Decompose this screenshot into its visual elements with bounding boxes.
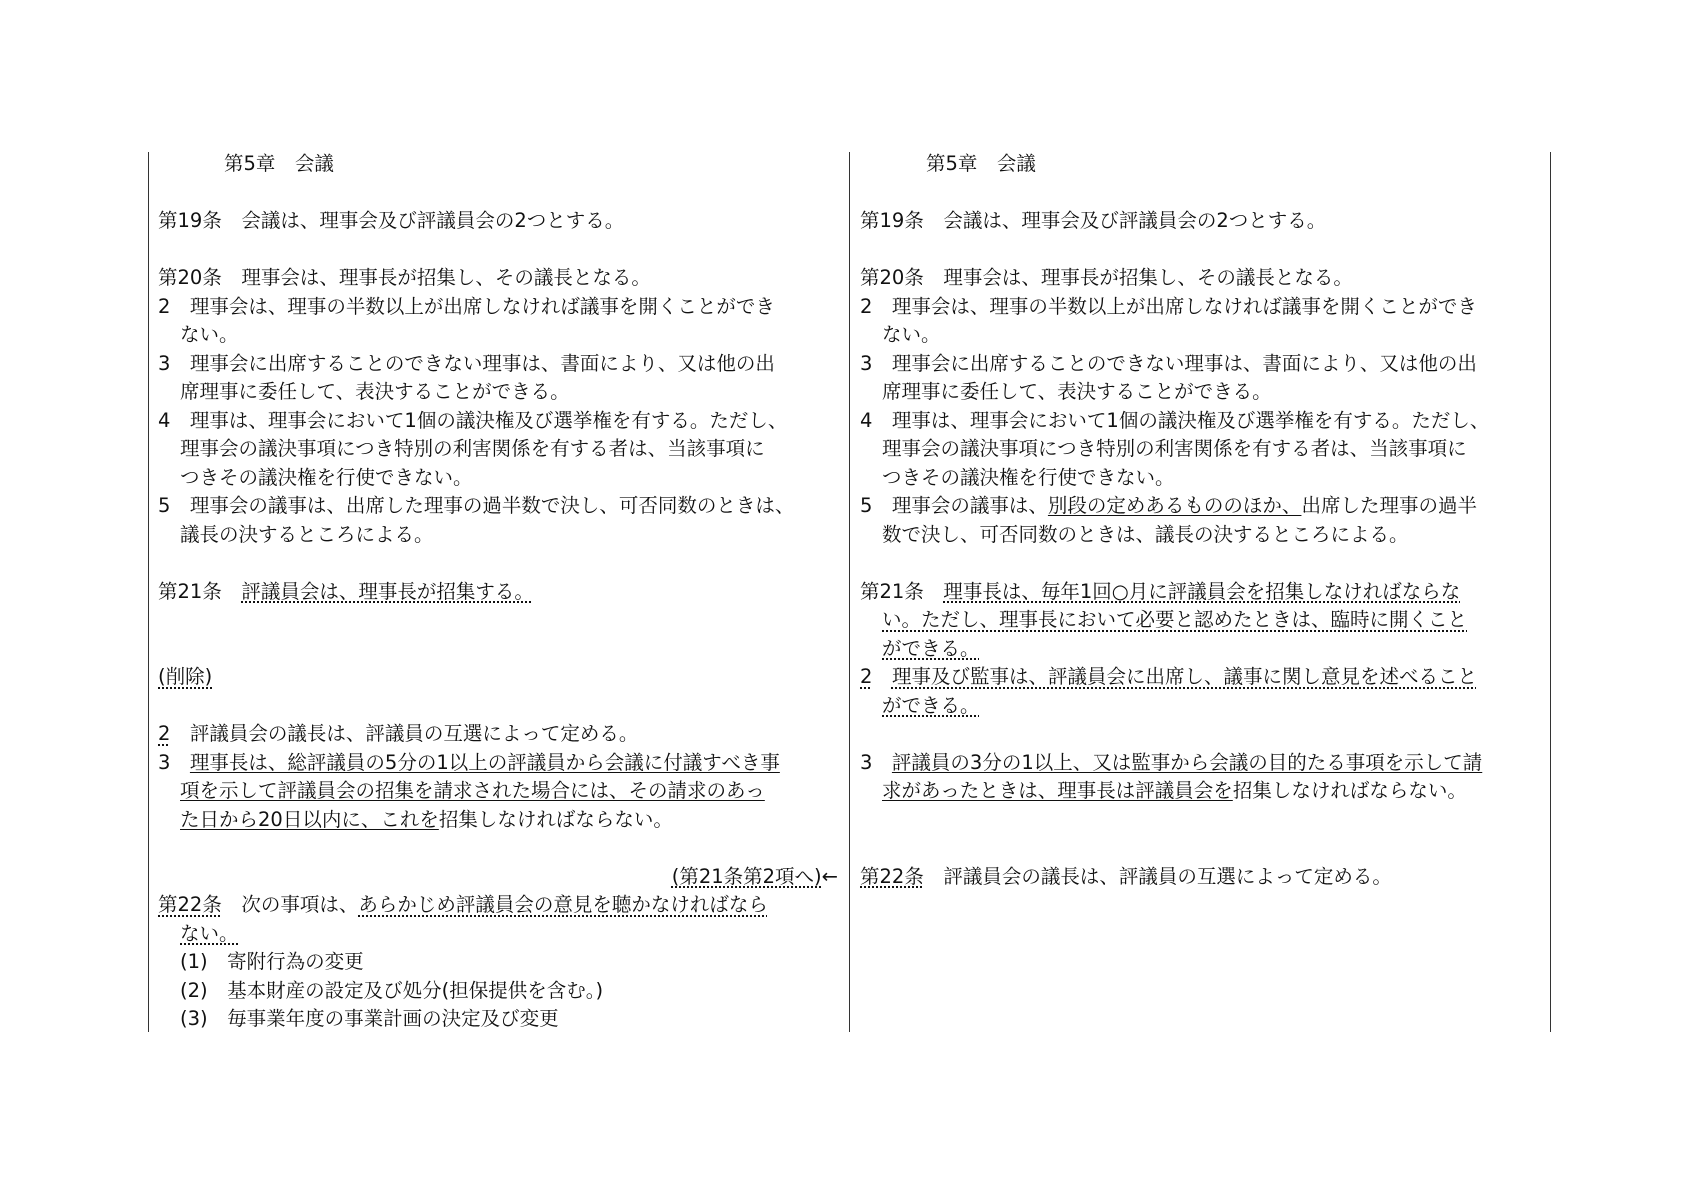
right-border-line xyxy=(1550,152,1551,1032)
article-20-para-3: 3 理事会に出席することのできない理事は、書面により、又は他の出 xyxy=(860,351,1477,375)
article-20-para-4-cont: つきその議決権を行使できない。 xyxy=(882,465,1175,489)
article-20: 第20条 理事会は、理事長が招集し、その議長となる。 xyxy=(860,266,1353,289)
article-21-para-2: 2 評議員会の議長は、評議員の互選によって定める。 xyxy=(158,722,639,745)
article-21-para-3-cont: 求があったときは、理事長は評議員会を招集しなければならない。 xyxy=(882,779,1467,802)
changed-text: (削除) xyxy=(158,665,213,688)
changed-text: あらかじめ評議員会の意見を聴かなければなら xyxy=(358,893,768,916)
changed-text: ない。 xyxy=(180,921,239,945)
article-20-para-4: 4 理事は、理事会において1個の議決権及び選挙権を有する。ただし、 xyxy=(860,408,1490,432)
article-21-para-2-cont xyxy=(860,692,1540,721)
article-21 xyxy=(860,578,1540,607)
changed-text: 第22条 xyxy=(860,864,924,888)
chapter-heading: 第5章 会議 xyxy=(926,152,1036,175)
list-item: (1) 寄附行為の変更 xyxy=(180,950,364,973)
article-22-cont xyxy=(158,920,838,949)
article-20-para-2-cont: ない。 xyxy=(180,323,239,346)
chapter-heading: 第5章 会議 xyxy=(224,152,334,175)
changed-text: ができる。 xyxy=(882,693,980,717)
changed-text: 評議員の3分の1以上、又は監事から会議の目的たる事項を示して請 xyxy=(891,750,1483,774)
changed-text: 求があったときは、理事長は評議員会を xyxy=(882,779,1233,802)
article-21-cont xyxy=(860,635,1540,664)
changed-text: 第22条 xyxy=(158,893,222,916)
article-21-para-3: 3 理事長は、総評議員の5分の1以上の評議員から会議に付議すべき事 xyxy=(158,750,780,774)
article-20-para-2: 2 理事会は、理事の半数以上が出席しなければ議事を開くことができ xyxy=(158,294,775,318)
article-21-para-3-cont: た日から20日以内に、これを招集しなければならない。 xyxy=(180,807,673,831)
article-21-cont xyxy=(860,606,1540,635)
changed-text: 別段の定めあるもののほか、 xyxy=(1047,494,1302,517)
article-20-para-3-cont: 席理事に委任して、表決することができる。 xyxy=(882,380,1272,403)
article-21 xyxy=(158,578,838,607)
list-item: (2) 基本財産の設定及び処分(担保提供を含む。) xyxy=(180,978,604,1002)
article-20-para-5-cont: 議長の決するところによる。 xyxy=(180,522,434,546)
article-20-para-5: 5 理事会の議事は、別段の定めあるもののほか、出席した理事の過半 xyxy=(860,494,1477,517)
article-22: 第22条 次の事項は、あらかじめ評議員会の意見を聴かなければなら xyxy=(158,893,768,916)
changed-text: 2 xyxy=(158,722,171,745)
article-20-para-5: 5 理事会の議事は、出席した理事の過半数で決し、可否同数のときは、 xyxy=(158,494,795,517)
article-20-para-4-cont: つきその議決権を行使できない。 xyxy=(180,465,473,489)
article-20-para-4-cont: 理事会の議決事項につき特別の利害関係を有する者は、当該事項に xyxy=(180,437,765,460)
changed-text: 理事長は、総評議員の5分の1以上の評議員から会議に付議すべき事 xyxy=(189,750,780,774)
article-21-para-3-cont xyxy=(158,777,838,806)
moved-note xyxy=(158,863,838,892)
deleted-note xyxy=(158,663,838,692)
article-21-para-2 xyxy=(860,663,1540,692)
changed-text: ができる。 xyxy=(882,636,980,660)
changed-text: (第21条第2項へ) xyxy=(671,864,822,888)
changed-text: た日から20日以内に、これを xyxy=(180,807,439,831)
article-20-para-4-cont: 理事会の議決事項につき特別の利害関係を有する者は、当該事項に xyxy=(882,437,1467,460)
article-19: 第19条 会議は、理事会及び評議員会の2つとする。 xyxy=(860,209,1327,232)
list-item: (3) 毎事業年度の事業計画の決定及び変更 xyxy=(180,1007,559,1030)
article-20-para-5-cont: 数で決し、可否同数のときは、議長の決するところによる。 xyxy=(882,522,1409,546)
article-20: 第20条 理事会は、理事長が招集し、その議長となる。 xyxy=(158,266,651,289)
article-20-para-2-cont: ない。 xyxy=(882,323,941,346)
changed-text: 2 xyxy=(860,665,873,688)
left-border-line xyxy=(148,152,149,1032)
article-20-para-4: 4 理事は、理事会において1個の議決権及び選挙権を有する。ただし、 xyxy=(158,408,788,432)
center-divider-line xyxy=(849,152,850,1032)
changed-text: 評議員会は、理事長が招集する。 xyxy=(241,579,534,603)
changed-text: 理事及び監事は、評議員会に出席し、議事に関し意見を述べること xyxy=(891,665,1477,688)
article-label: 第21条 xyxy=(860,579,944,603)
article-22: 第22条 評議員会の議長は、評議員の互選によって定める。 xyxy=(860,864,1392,888)
changed-text: 項を示して評議員会の招集を請求された場合には、その請求のあっ xyxy=(180,779,765,802)
right-column xyxy=(860,150,1540,891)
changed-text: い。ただし、理事長において必要と認めたときは、臨時に開くこと xyxy=(882,608,1468,631)
left-column xyxy=(158,150,838,1034)
article-20-para-3-cont: 席理事に委任して、表決することができる。 xyxy=(180,380,570,403)
article-19: 第19条 会議は、理事会及び評議員会の2つとする。 xyxy=(158,209,625,232)
arrow-left-icon: ← xyxy=(821,864,838,888)
article-20-para-3: 3 理事会に出席することのできない理事は、書面により、又は他の出 xyxy=(158,351,775,375)
article-21-para-3: 3 評議員の3分の1以上、又は監事から会議の目的たる事項を示して請 xyxy=(860,750,1483,774)
article-label: 第21条 xyxy=(158,579,242,603)
changed-text: 理事長は、毎年1回○月に評議員会を招集しなければならな xyxy=(943,579,1461,603)
article-20-para-2: 2 理事会は、理事の半数以上が出席しなければ議事を開くことができ xyxy=(860,294,1477,318)
